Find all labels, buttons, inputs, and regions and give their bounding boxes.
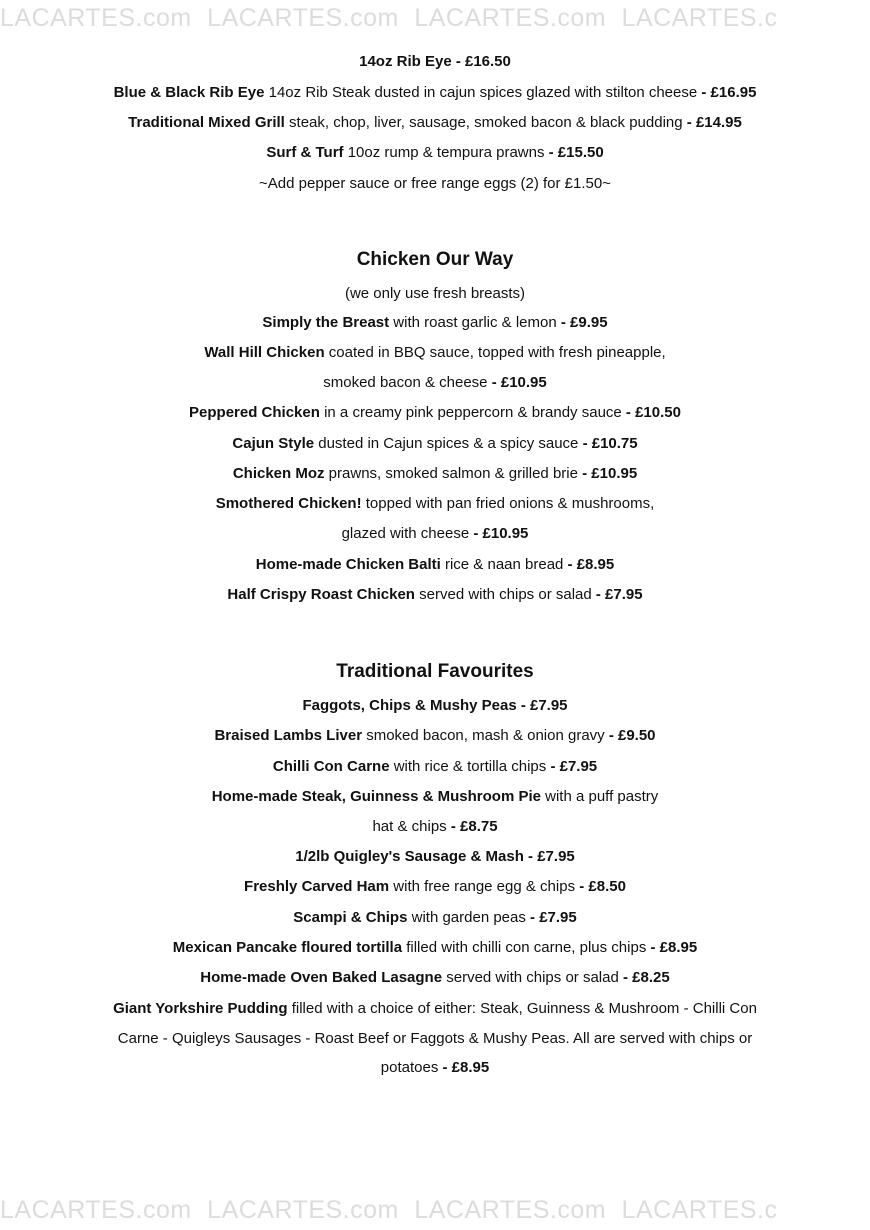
item-name: Cajun Style [232,435,315,452]
menu-item [0,726,870,746]
item-desc: served with chips or salad [414,586,596,603]
item-desc: 10oz rump & tempura prawns [343,144,549,161]
item-name: Chicken Moz [232,465,325,482]
item-desc: rice & naan bread [440,556,568,573]
item-price: - £9.95 [560,314,608,331]
grill-note: ~Add pepper sauce or free range eggs (2) for £1.50~ [259,175,611,192]
item-name: Faggots, Chips & Mushy Peas - £7.95 [302,697,568,714]
menu-item-continued [0,373,870,393]
watermark-bottom [0,1196,870,1225]
item-desc: coated in BBQ sauce, topped with fresh pineapple, [324,344,666,361]
menu-item [0,938,870,958]
item-name: Peppered Chicken [189,404,320,421]
menu-item [0,143,870,163]
item-name: Chilli Con Carne [272,758,390,775]
item-desc: with roast garlic & lemon [389,314,561,331]
item-name: Simply the Breast [262,314,390,331]
item-desc: filled with a choice of either: Steak, Guinness & Mushroom - Chilli Con [287,1000,757,1017]
item-desc: with a puff pastry [540,788,659,805]
item-desc: hat & chips [372,818,451,835]
section-heading-chicken: Chicken Our Way [356,249,514,270]
item-desc: topped with pan fried onions & mushrooms, [361,495,655,512]
menu-item [0,83,870,103]
item-desc: filled with chilli con carne, plus chips [402,939,651,956]
watermark-text: LACARTES.com [414,4,607,32]
menu-item [0,343,870,363]
item-price: - £16.95 [701,84,757,101]
item-desc: with rice & tortilla chips [389,758,551,775]
item-name: Blue & Black Rib Eye [113,84,265,101]
item-name: Wall Hill Chicken [204,344,325,361]
watermark-top [0,4,870,33]
watermark-text: LACARTES.com [414,1196,607,1224]
item-price: - £10.95 [491,374,547,391]
item-desc: steak, chop, liver, sausage, smoked bacon & black pudding [284,114,687,131]
item-price: - £8.50 [579,878,626,895]
item-desc: served with chips or salad [442,969,623,986]
item-price: - £10.95 [582,465,638,482]
item-price: - £10.50 [625,404,681,421]
menu-item [0,877,870,897]
menu-item [0,464,870,484]
item-price: - £8.95 [650,939,698,956]
watermark-text: LACARTES.c [621,4,778,32]
item-name: Traditional Mixed Grill [128,114,285,131]
item-desc: in a creamy pink peppercorn & brandy sauce [319,404,626,421]
menu-item [0,403,870,423]
item-price: - £8.25 [622,969,670,986]
item-price: - £8.95 [567,556,615,573]
item-name: 1/2lb Quigley's Sausage & Mash - £7.95 [295,848,575,865]
menu-item [0,585,870,605]
watermark-text: LACARTES.c [621,1196,778,1224]
section-heading-traditional: Traditional Favourites [336,661,534,682]
item-price: - £7.95 [595,586,643,603]
item-price: - £14.95 [686,114,742,131]
item-name: Surf & Turf [266,144,344,161]
item-desc: with garden peas [407,909,531,926]
menu-item [0,555,870,575]
menu-item [0,313,870,333]
item-name: Home-made Oven Baked Lasagne [200,969,443,986]
item-name: Home-made Steak, Guinness & Mushroom Pie [211,788,541,805]
menu-item-continued [0,1029,870,1049]
item-price: - £7.95 [550,758,598,775]
item-desc: smoked bacon & cheese [323,374,492,391]
item-price: - £9.50 [608,727,656,744]
item-name: Smothered Chicken! [215,495,362,512]
item-price: - £8.95 [442,1059,490,1076]
item-desc: smoked bacon, mash & onion gravy [362,727,609,744]
watermark-text: LACARTES.com [0,4,192,32]
item-desc: dusted in Cajun spices & a spicy sauce [314,435,583,452]
menu-item [0,968,870,988]
item-price: - £15.50 [548,144,604,161]
item-desc: Carne - Quigleys Sausages - Roast Beef or Faggots & Mushy Peas. All are served with chips or [117,1030,753,1047]
item-price: - £10.75 [582,435,638,452]
menu-item [0,434,870,454]
menu-item-continued [0,817,870,837]
menu-item [0,787,870,807]
menu-item [0,52,870,72]
item-desc: prawns, smoked salmon & grilled brie [324,465,583,482]
menu-item-continued [0,524,870,544]
menu-item-continued [0,1058,870,1078]
section-subheading: (we only use fresh breasts) [344,285,526,302]
item-name: Braised Lambs Liver [214,727,363,744]
item-name: Home-made Chicken Balti [255,556,441,573]
item-name: Freshly Carved Ham [244,878,390,895]
item-price: - £8.75 [450,818,498,835]
menu-item [0,908,870,928]
item-name: 14oz Rib Eye - £16.50 [359,53,511,70]
menu-item [0,999,870,1019]
item-price: - £7.95 [530,909,577,926]
item-desc: 14oz Rib Steak dusted in cajun spices glazed with stilton cheese [264,84,702,101]
watermark-text: LACARTES.com [0,1196,192,1224]
menu-item [0,696,870,716]
item-name: Mexican Pancake floured tortilla [172,939,403,956]
item-name: Scampi & Chips [293,909,408,926]
item-name: Half Crispy Roast Chicken [227,586,415,603]
watermark-text: LACARTES.com [207,4,399,32]
menu-item [0,847,870,867]
item-desc: with free range egg & chips [389,878,580,895]
item-name: Giant Yorkshire Pudding [113,1000,288,1017]
item-desc: potatoes [380,1059,443,1076]
menu-item [0,113,870,133]
item-desc: glazed with cheese [341,525,474,542]
item-price: - £10.95 [473,525,529,542]
watermark-text: LACARTES.com [207,1196,399,1224]
menu-item [0,757,870,777]
menu-item [0,494,870,514]
